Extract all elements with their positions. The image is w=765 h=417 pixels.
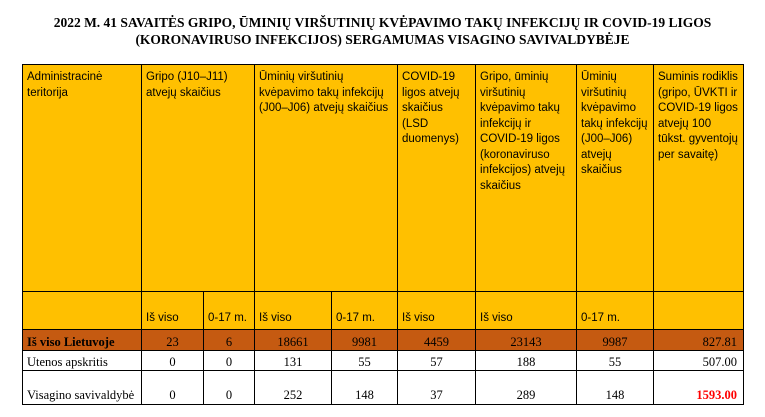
cell-flu-child: 0 bbox=[204, 351, 255, 371]
row-name: Iš viso Lietuvoje bbox=[23, 330, 142, 351]
header-urti: Ūminių viršutinių kvėpavimo takų infekcijų (J00–J06) atvejų skaičius bbox=[255, 65, 398, 292]
cell-urti-child: 148 bbox=[332, 371, 398, 405]
cell-total-child: 148 bbox=[577, 371, 654, 405]
morbidity-table bbox=[22, 64, 744, 405]
cell-flu-all: 23 bbox=[142, 330, 204, 351]
cell-flu-child: 6 bbox=[204, 330, 255, 351]
subheader-urti-child: 0-17 m. bbox=[332, 292, 398, 330]
header-indicator: Suminis rodiklis (gripo, ŪVKTI ir COVID-19 ligos atvejų 100 tūkst. gyventojų per savaitę) bbox=[654, 65, 744, 292]
cell-total-all: 289 bbox=[476, 371, 577, 405]
subheader-total-all: Iš viso bbox=[476, 292, 577, 330]
cell-total-child: 9987 bbox=[577, 330, 654, 351]
table-row bbox=[23, 330, 744, 351]
header-flu: Gripo (J10–J11) atvejų skaičius bbox=[142, 65, 255, 292]
subheader-total-child: 0-17 m. bbox=[577, 292, 654, 330]
cell-urti-child: 55 bbox=[332, 351, 398, 371]
cell-flu-all: 0 bbox=[142, 351, 204, 371]
subheader-flu-child: 0-17 m. bbox=[204, 292, 255, 330]
header-covid: COVID-19 ligos atvejų skaičius (LSD duomenys) bbox=[398, 65, 476, 292]
header-row bbox=[23, 65, 744, 292]
table-row bbox=[23, 371, 744, 405]
cell-flu-child: 0 bbox=[204, 371, 255, 405]
subheader-territory bbox=[23, 292, 142, 330]
header-total-urti: Ūminių viršutinių kvėpavimo takų infekcijų (J00–J06) atvejų skaičius bbox=[577, 65, 654, 292]
cell-urti-all: 131 bbox=[255, 351, 332, 371]
header-total: Gripo, ūminių viršutinių kvėpavimo takų infekcijų ir COVID-19 ligos (koronaviruso infekcijos) atvejų skaičius bbox=[476, 65, 577, 292]
header-territory: Administracinė teritorija bbox=[23, 65, 142, 292]
cell-indicator-highlight: 1593.00 bbox=[654, 371, 744, 405]
cell-covid-all: 37 bbox=[398, 371, 476, 405]
subheader-indicator bbox=[654, 292, 744, 330]
subheader-urti-all: Iš viso bbox=[255, 292, 332, 330]
cell-urti-all: 18661 bbox=[255, 330, 332, 351]
cell-covid-all: 57 bbox=[398, 351, 476, 371]
page-title bbox=[0, 14, 765, 48]
subheader-flu-all: Iš viso bbox=[142, 292, 204, 330]
cell-flu-all: 0 bbox=[142, 371, 204, 405]
cell-indicator: 827.81 bbox=[654, 330, 744, 351]
subheader-covid-all: Iš viso bbox=[398, 292, 476, 330]
title-line-1: 2022 M. 41 SAVAITĖS GRIPO, ŪMINIŲ VIRŠUTINIŲ KVĖPAVIMO TAKŲ INFEKCIJŲ IR COVID-19 LIGOS bbox=[53, 15, 712, 30]
title-line-2: (KORONAVIRUSO INFEKCIJOS) SERGAMUMAS VISAGINO SAVIVALDYBĖJE bbox=[135, 32, 630, 47]
table-row bbox=[23, 351, 744, 371]
cell-total-child: 55 bbox=[577, 351, 654, 371]
cell-urti-all: 252 bbox=[255, 371, 332, 405]
cell-total-all: 23143 bbox=[476, 330, 577, 351]
cell-total-all: 188 bbox=[476, 351, 577, 371]
row-name: Utenos apskritis bbox=[23, 351, 142, 371]
cell-covid-all: 4459 bbox=[398, 330, 476, 351]
row-name: Visagino savivaldybė bbox=[23, 371, 142, 405]
subheader-row bbox=[23, 292, 744, 330]
cell-indicator: 507.00 bbox=[654, 351, 744, 371]
cell-urti-child: 9981 bbox=[332, 330, 398, 351]
